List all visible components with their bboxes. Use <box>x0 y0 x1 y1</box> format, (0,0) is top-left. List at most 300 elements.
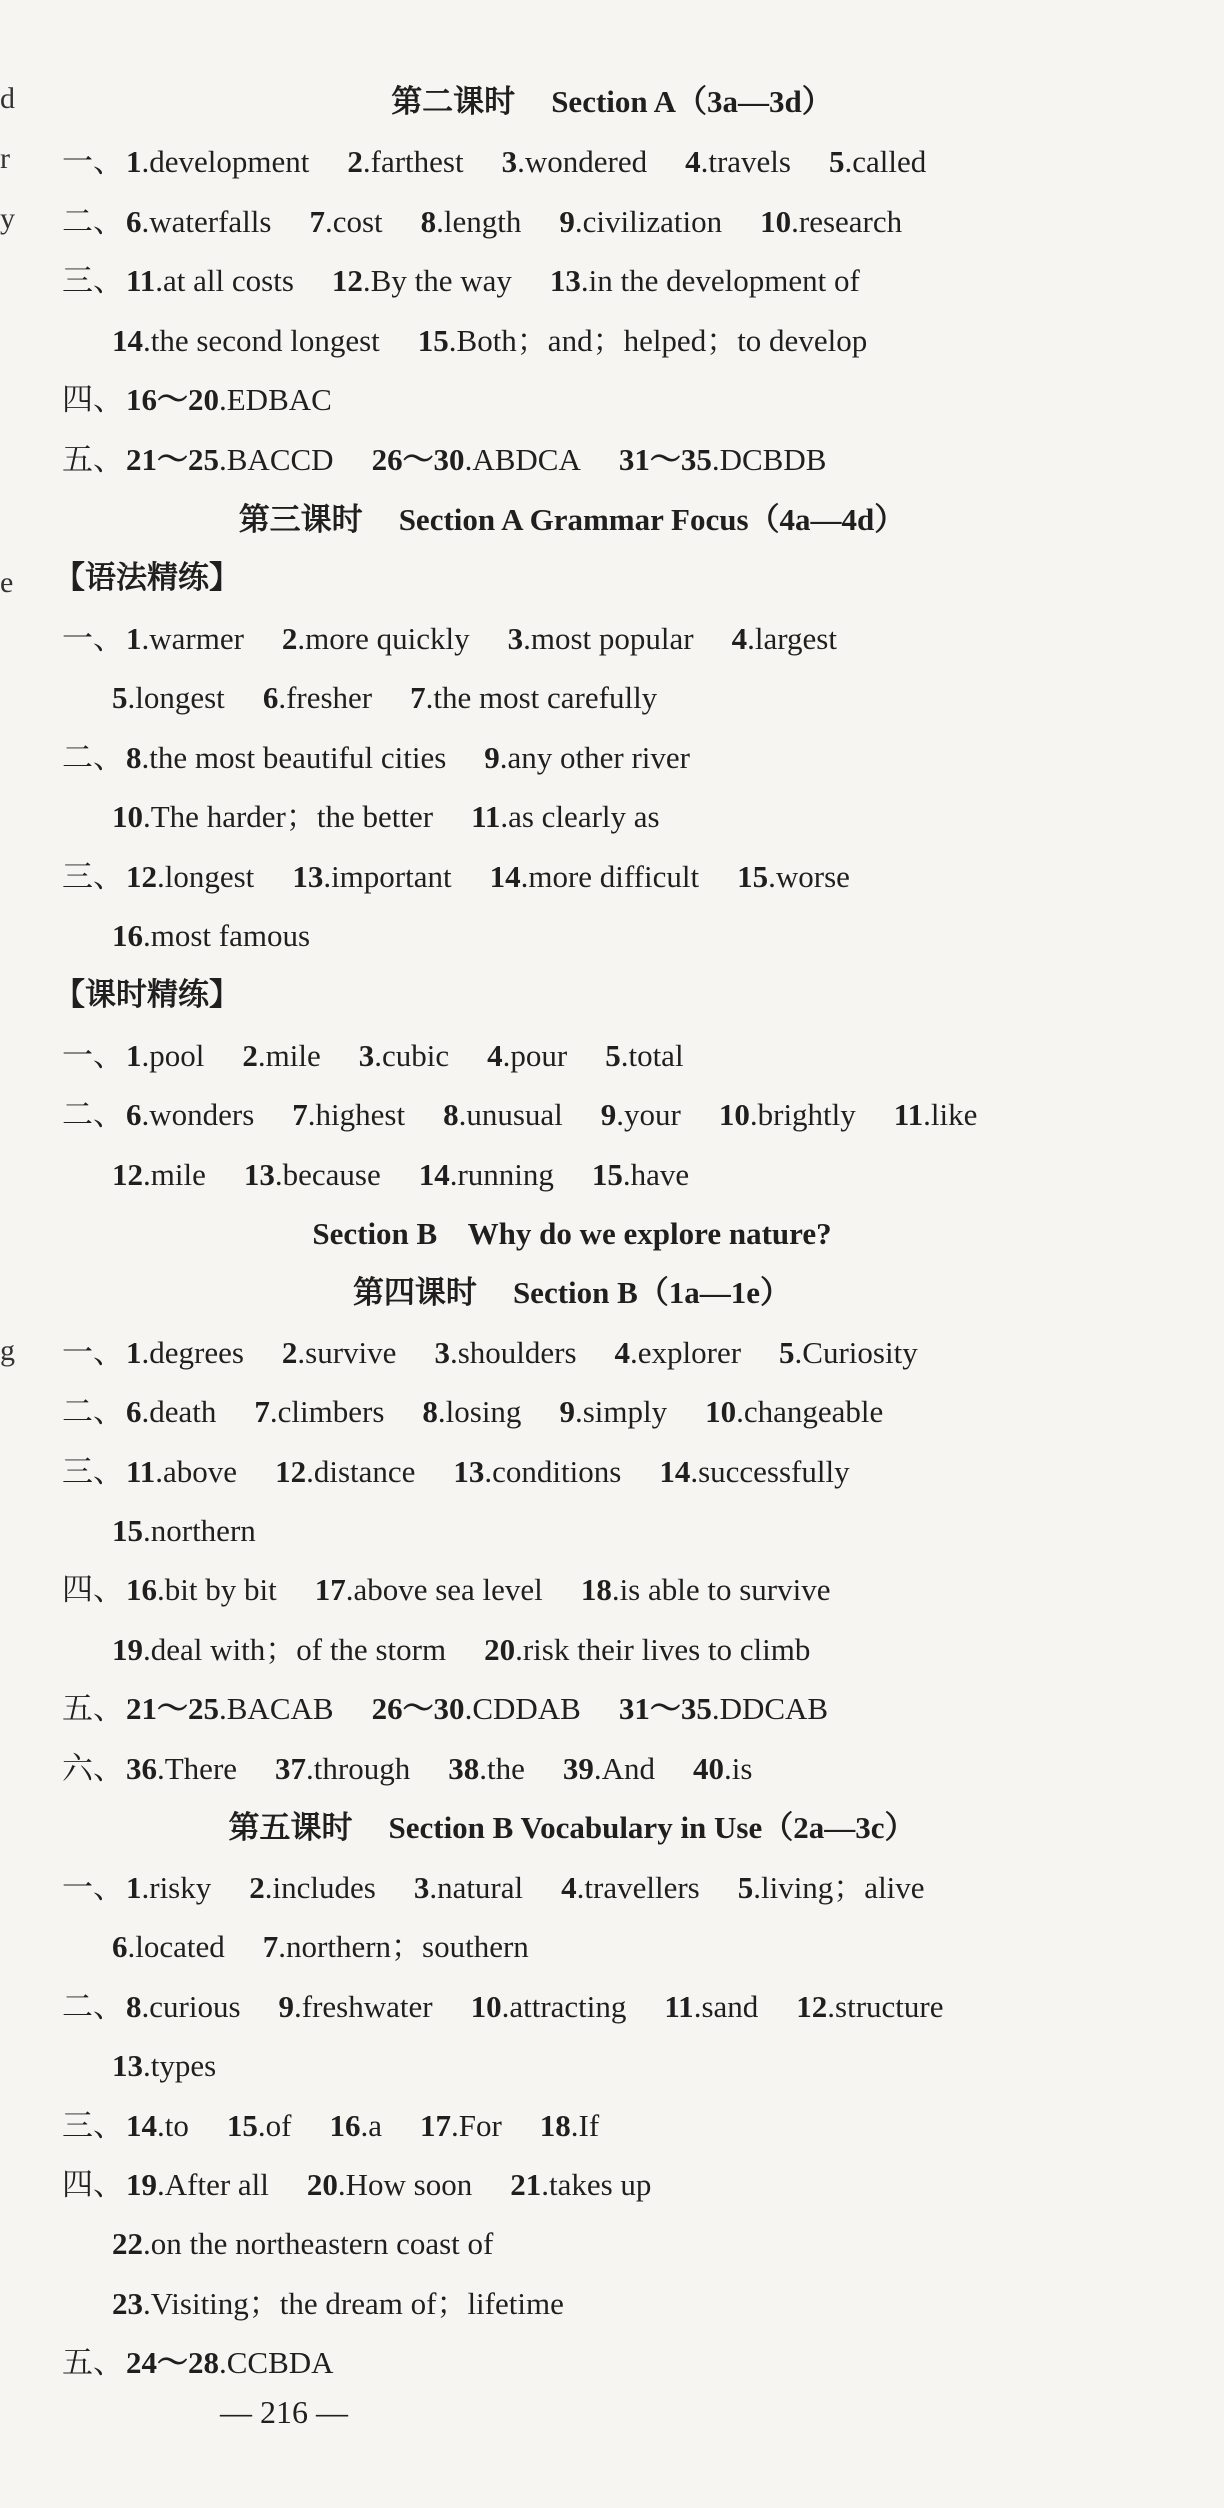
question-number: 2 <box>249 1870 265 1905</box>
page-number: — 216 — <box>220 2394 348 2430</box>
question-group-prefix: 五、 <box>62 2345 124 2380</box>
question-number: 14 <box>489 859 521 894</box>
answer-line <box>62 259 1194 303</box>
question-number: 7 <box>254 1394 270 1429</box>
question-number: 13 <box>112 2048 143 2083</box>
answer-line <box>112 2044 1194 2088</box>
answer-item <box>347 140 463 184</box>
answer-text: .wonders <box>141 1097 255 1132</box>
answer-text: .Visiting；the dream of；lifetime <box>143 2286 564 2321</box>
question-number: 4 <box>561 1870 577 1905</box>
answer-text: .living；alive <box>753 1870 925 1905</box>
question-number: 21 <box>510 2167 542 2202</box>
answer-text: .losing <box>437 1394 522 1429</box>
answer-text: .any other river <box>499 740 690 775</box>
question-number: 18 <box>580 1572 612 1607</box>
answer-item <box>292 855 451 899</box>
answer-item <box>254 1390 384 1434</box>
answer-text: .climbers <box>269 1394 385 1429</box>
question-number: 20 <box>484 1632 516 1667</box>
answer-item <box>126 1390 216 1434</box>
question-number: 31～35 <box>618 1691 712 1726</box>
question-number: 8 <box>126 740 142 775</box>
answer-item <box>737 855 850 899</box>
answer-text: .wondered <box>517 144 648 179</box>
question-number: 13 <box>292 859 324 894</box>
answer-text: .most popular <box>523 621 694 656</box>
answer-item <box>112 319 380 363</box>
answer-item <box>126 438 334 482</box>
answer-text: .CDDAB <box>464 1691 581 1726</box>
answer-item <box>420 2104 502 2148</box>
question-number: 14 <box>418 1157 450 1192</box>
answer-item <box>619 1687 828 1731</box>
answer-text: .conditions <box>484 1454 622 1489</box>
question-group-prefix: 四、 <box>62 382 124 417</box>
answer-item <box>601 1093 681 1137</box>
question-number: 16 <box>329 2108 361 2143</box>
answer-item <box>112 1509 256 1553</box>
question-group-prefix: 二、 <box>62 740 124 775</box>
answer-item <box>894 1093 978 1137</box>
answer-item <box>760 200 902 244</box>
answer-text: .ABDCA <box>464 442 581 477</box>
answer-text: .brightly <box>749 1097 856 1132</box>
answer-text: .types <box>143 2048 217 2083</box>
question-number: 7 <box>410 680 426 715</box>
question-number: 2 <box>347 144 363 179</box>
answer-text: .distance <box>306 1454 416 1489</box>
answer-item <box>309 200 382 244</box>
answer-item <box>563 1747 655 1791</box>
answer-text: .civilization <box>574 204 723 239</box>
answer-item <box>263 1925 529 1969</box>
answer-item <box>487 1034 567 1078</box>
answer-item <box>559 1390 667 1434</box>
question-group-prefix: 一、 <box>62 621 124 656</box>
question-group-prefix: 四、 <box>62 2167 124 2202</box>
question-number: 3 <box>507 621 524 656</box>
answer-item <box>112 914 310 958</box>
answer-item <box>126 1034 204 1078</box>
question-group-prefix: 三、 <box>62 263 124 298</box>
question-group-prefix: 二、 <box>62 204 124 239</box>
answer-text: .longest <box>157 859 255 894</box>
answer-text: .is <box>723 1751 753 1786</box>
answer-item <box>126 1093 254 1137</box>
answer-item <box>508 617 694 661</box>
answer-text: .important <box>323 859 452 894</box>
answer-line <box>62 1687 1194 1731</box>
question-number: 14 <box>126 2108 157 2143</box>
answer-item <box>418 319 867 363</box>
answer-text: .northern <box>143 1513 256 1548</box>
question-number: 19 <box>126 2167 157 2202</box>
answer-text: .through <box>306 1751 411 1786</box>
answer-text: .By the way <box>362 263 512 298</box>
answer-text: .explorer <box>630 1335 742 1370</box>
question-number: 15 <box>417 323 449 358</box>
answer-text: .For <box>450 2108 502 2143</box>
answer-line <box>62 1985 1194 2029</box>
edge-letter: e <box>0 566 14 599</box>
answer-line <box>112 1153 1194 1197</box>
answer-text: .CCBDA <box>219 2345 334 2380</box>
answer-item <box>263 676 372 720</box>
answer-item <box>112 2044 216 2088</box>
answer-item <box>307 2163 472 2207</box>
answer-text: .Curiosity <box>794 1335 918 1370</box>
question-number: 39 <box>562 1751 594 1786</box>
question-number: 13 <box>243 1157 275 1192</box>
answer-item <box>693 1747 752 1791</box>
answer-item <box>112 795 433 839</box>
answer-text: .successfully <box>690 1454 850 1489</box>
answer-item <box>126 1985 241 2029</box>
question-group-prefix: 六、 <box>62 1751 124 1786</box>
answer-item <box>372 438 581 482</box>
answer-text: .cost <box>324 204 383 239</box>
answer-text: .After all <box>157 2167 269 2202</box>
answer-line <box>62 1034 1194 1078</box>
question-group-prefix: 二、 <box>62 1989 124 2024</box>
answer-text: .highest <box>307 1097 406 1132</box>
question-number: 11 <box>471 799 501 834</box>
answer-text: .more quickly <box>297 621 470 656</box>
answer-line <box>62 1390 1194 1434</box>
question-number: 4 <box>731 621 748 656</box>
lesson-3-heading: 第三课时 Section A Grammar Focus（4a—4d） <box>238 502 906 537</box>
answer-item <box>112 2222 493 2266</box>
answer-line <box>62 140 1194 184</box>
answer-item <box>279 1985 433 2029</box>
question-number: 12 <box>275 1454 307 1489</box>
answer-text: .because <box>274 1157 381 1192</box>
answer-line <box>112 319 1194 363</box>
answer-text: .waterfalls <box>141 204 272 239</box>
question-number: 3 <box>413 1870 430 1905</box>
edge-letter: d <box>0 82 15 115</box>
question-group-prefix: 三、 <box>62 2108 124 2143</box>
answer-item <box>126 378 332 422</box>
answer-line <box>62 736 1194 780</box>
answer-item <box>126 1331 244 1375</box>
question-number: 2 <box>242 1038 258 1073</box>
answer-line <box>112 2282 1194 2326</box>
question-number: 6 <box>126 1097 142 1132</box>
question-number: 17 <box>314 1572 346 1607</box>
answer-item <box>829 140 926 184</box>
question-number: 5 <box>737 1870 754 1905</box>
answer-text: .structure <box>827 1989 944 2024</box>
answer-line <box>62 200 1194 244</box>
answer-item <box>471 795 660 839</box>
answer-text: .bit by bit <box>157 1572 277 1607</box>
answer-text: .includes <box>264 1870 376 1905</box>
answer-text: .in the development of <box>580 263 860 298</box>
answer-item <box>126 2163 269 2207</box>
answer-text: .is able to survive <box>611 1572 831 1607</box>
answer-item <box>581 1568 831 1612</box>
answer-line <box>62 1331 1194 1375</box>
answer-text: .BACAB <box>219 1691 334 1726</box>
lesson-5-heading: 第五课时 Section B Vocabulary in Use（2a—3c） <box>228 1810 916 1845</box>
answer-item <box>421 200 522 244</box>
question-number: 21～25 <box>126 442 219 477</box>
answer-text: .have <box>622 1157 690 1192</box>
question-number: 9 <box>484 740 500 775</box>
answer-item <box>126 1568 277 1612</box>
answer-text: .DCBDB <box>711 442 827 477</box>
answer-item <box>664 1985 758 2029</box>
question-number: 10 <box>470 1989 502 2024</box>
question-group-prefix: 四、 <box>62 1572 124 1607</box>
answer-text: .If <box>570 2108 600 2143</box>
answer-text: .development <box>141 144 310 179</box>
answer-item <box>443 1093 563 1137</box>
answer-line <box>62 855 1194 899</box>
answer-item <box>112 1628 446 1672</box>
question-number: 10 <box>760 204 792 239</box>
answer-item <box>592 1153 689 1197</box>
question-number: 9 <box>559 204 575 239</box>
question-number: 7 <box>292 1097 308 1132</box>
question-number: 6 <box>126 204 142 239</box>
question-group-prefix: 一、 <box>62 1038 124 1073</box>
question-number: 2 <box>281 1335 298 1370</box>
question-group-prefix: 五、 <box>62 1691 124 1726</box>
question-number: 5 <box>605 1038 621 1073</box>
question-number: 6 <box>112 1929 128 1964</box>
lesson-4-heading: 第四课时 Section B（1a—1e） <box>352 1275 792 1310</box>
answer-text: .attracting <box>501 1989 627 2024</box>
question-number: 1 <box>126 621 142 656</box>
answer-text: .the most beautiful cities <box>141 740 447 775</box>
answer-text: .Both；and；helped；to develop <box>448 323 868 358</box>
grammar-practice-label: 【语法精练】 <box>54 560 240 595</box>
answer-item <box>619 438 827 482</box>
answer-text: .warmer <box>141 621 244 656</box>
answer-text: .fresher <box>278 680 373 715</box>
answer-item <box>315 1568 543 1612</box>
answer-line <box>112 1628 1194 1672</box>
answer-item <box>540 2104 599 2148</box>
answer-item <box>484 1628 810 1672</box>
question-number: 4 <box>685 144 701 179</box>
answer-item <box>419 1153 554 1197</box>
answer-item <box>112 1925 225 1969</box>
answer-text: .death <box>141 1394 217 1429</box>
answer-item <box>550 259 860 303</box>
answer-text: .unusual <box>458 1097 563 1132</box>
question-number: 4 <box>614 1335 631 1370</box>
answer-item <box>448 1747 525 1791</box>
question-number: 3 <box>501 144 518 179</box>
answer-item <box>659 1450 849 1494</box>
answer-text: .natural <box>429 1870 524 1905</box>
question-number: 16 <box>126 1572 157 1607</box>
question-number: 15 <box>112 1513 143 1548</box>
answer-line <box>62 1568 1194 1612</box>
answer-text: .farthest <box>362 144 464 179</box>
answer-item <box>414 1866 523 1910</box>
question-number: 16 <box>112 918 143 953</box>
answer-line <box>112 1509 1194 1553</box>
answer-item <box>126 1450 237 1494</box>
answer-item <box>126 200 271 244</box>
answer-item <box>126 2341 334 2385</box>
question-number: 2 <box>281 621 298 656</box>
answer-text: .mile <box>257 1038 321 1073</box>
answer-item <box>249 1866 376 1910</box>
answer-item <box>796 1985 943 2029</box>
answer-item <box>112 1153 206 1197</box>
answer-line <box>112 795 1194 839</box>
answer-item <box>705 1390 883 1434</box>
answer-item <box>484 736 690 780</box>
answer-line <box>62 1747 1194 1791</box>
question-number: 1 <box>126 144 142 179</box>
answer-item <box>732 617 837 661</box>
answer-item <box>422 1390 521 1434</box>
answer-item <box>605 1034 683 1078</box>
answer-text: .shoulders <box>449 1335 577 1370</box>
answer-item <box>738 1866 925 1910</box>
question-number: 1 <box>126 1335 142 1370</box>
answer-line <box>112 2222 1194 2266</box>
answer-text: .a <box>360 2108 382 2143</box>
answer-line <box>62 617 1194 661</box>
answer-item <box>126 2104 189 2148</box>
question-number: 13 <box>549 263 581 298</box>
answer-item <box>126 855 254 899</box>
question-number: 15 <box>226 2108 258 2143</box>
answer-text: .northern；southern <box>278 1929 529 1964</box>
answer-text: .survive <box>297 1335 397 1370</box>
question-number: 23 <box>112 2286 143 2321</box>
question-number: 8 <box>443 1097 459 1132</box>
edge-letter: g <box>0 1334 15 1367</box>
answer-text: .research <box>791 204 903 239</box>
answer-item <box>126 259 294 303</box>
answer-item <box>126 1866 211 1910</box>
question-number: 19 <box>112 1632 143 1667</box>
question-group-prefix: 二、 <box>62 1394 124 1429</box>
answer-text: .The harder；the better <box>143 799 434 834</box>
question-number: 20 <box>306 2167 338 2202</box>
answer-text: .deal with；of the storm <box>143 1632 447 1667</box>
question-number: 6 <box>262 680 279 715</box>
edge-letter: r <box>0 142 10 175</box>
answer-item <box>510 2163 651 2207</box>
answer-text: .called <box>844 144 927 179</box>
question-number: 7 <box>262 1929 279 1964</box>
question-number: 9 <box>559 1394 575 1429</box>
question-number: 10 <box>705 1394 737 1429</box>
question-group-prefix: 一、 <box>62 144 124 179</box>
answer-item <box>559 200 722 244</box>
answer-item <box>275 1747 410 1791</box>
answer-text: .running <box>449 1157 554 1192</box>
answer-line <box>62 1093 1194 1137</box>
answer-item <box>126 736 446 780</box>
question-number: 9 <box>600 1097 617 1132</box>
answer-item <box>126 617 244 661</box>
answer-text: .EDBAC <box>219 382 332 417</box>
section-b-heading: Section B Why do we explore nature? <box>312 1216 832 1251</box>
answer-item <box>502 140 647 184</box>
question-number: 14 <box>659 1454 691 1489</box>
question-number: 10 <box>718 1097 750 1132</box>
answer-text: .on the northeastern coast of <box>143 2226 494 2261</box>
answer-item <box>332 259 512 303</box>
answer-item <box>434 1331 576 1375</box>
answer-item <box>282 617 470 661</box>
answer-text: .mile <box>143 1157 206 1192</box>
answer-text: .as clearly as <box>500 799 660 834</box>
answer-text: .How soon <box>337 2167 473 2202</box>
question-group-prefix: 二、 <box>62 1097 124 1132</box>
answer-item <box>410 676 657 720</box>
question-group-prefix: 一、 <box>62 1335 124 1370</box>
answer-text: .takes up <box>541 2167 652 2202</box>
question-number: 4 <box>487 1038 503 1073</box>
lesson-practice-label: 【课时精练】 <box>54 977 240 1012</box>
answer-item <box>292 1093 405 1137</box>
question-number: 7 <box>309 204 325 239</box>
answer-item <box>685 140 791 184</box>
answer-item <box>490 855 700 899</box>
answer-line <box>62 2104 1194 2148</box>
question-number: 26～30 <box>371 1691 465 1726</box>
question-number: 10 <box>112 799 143 834</box>
question-number: 1 <box>126 1870 142 1905</box>
question-number: 37 <box>275 1751 307 1786</box>
question-number: 22 <box>112 2226 143 2261</box>
answer-text: .above sea level <box>345 1572 543 1607</box>
answer-text: .like <box>923 1097 978 1132</box>
answer-line <box>62 2341 1194 2385</box>
question-number: 17 <box>419 2108 451 2143</box>
question-number: 38 <box>448 1751 480 1786</box>
question-number: 11 <box>126 263 156 298</box>
answer-item <box>126 1747 237 1791</box>
answer-text: .changeable <box>736 1394 884 1429</box>
question-number: 1 <box>126 1038 142 1073</box>
question-number: 3 <box>434 1335 450 1370</box>
answer-item <box>561 1866 700 1910</box>
answer-item <box>244 1153 381 1197</box>
answer-text: .length <box>436 204 522 239</box>
question-number: 24～28 <box>126 2345 219 2380</box>
answer-text: .your <box>616 1097 681 1132</box>
answer-text: .curious <box>141 1989 241 2024</box>
answer-item <box>329 2104 382 2148</box>
answer-text: .total <box>620 1038 684 1073</box>
answer-text: .simply <box>574 1394 668 1429</box>
answer-text: .travels <box>700 144 791 179</box>
answer-item <box>126 140 309 184</box>
question-number: 11 <box>126 1454 156 1489</box>
answer-text: .located <box>127 1929 225 1964</box>
question-number: 11 <box>664 1989 694 2024</box>
answer-item <box>779 1331 918 1375</box>
answer-text: .above <box>155 1454 238 1489</box>
question-number: 6 <box>126 1394 142 1429</box>
question-number: 14 <box>112 323 143 358</box>
question-number: 18 <box>539 2108 571 2143</box>
answer-text: .more difficult <box>520 859 700 894</box>
